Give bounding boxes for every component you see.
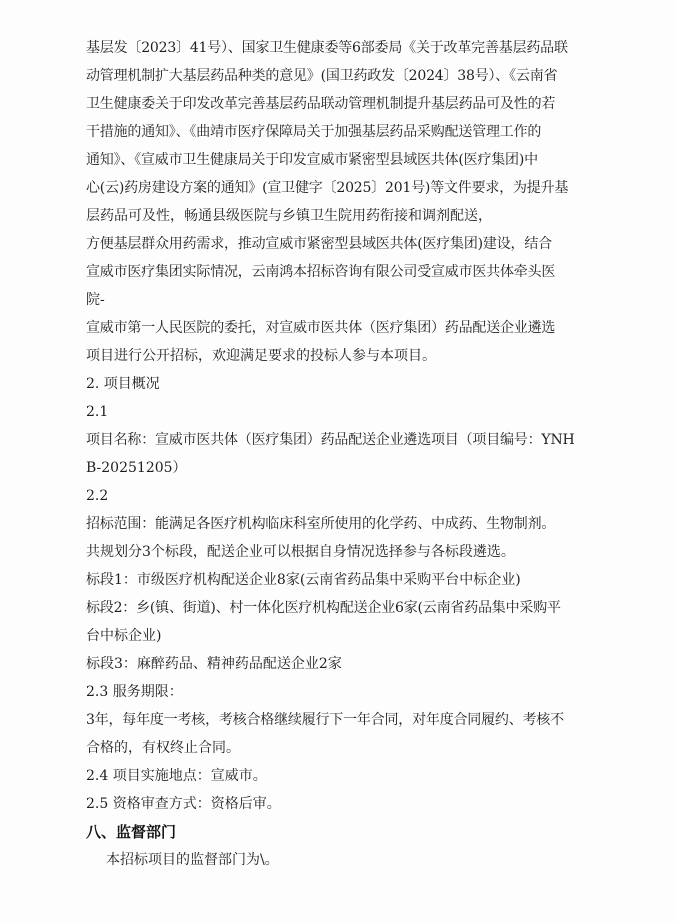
body-line: 心(云)药房建设方案的通知》(宣卫健字〔2025〕201号)等文件要求，为提升基 [86,180,569,196]
project-name-line: 项目名称：宣威市医共体（医疗集团）药品配送企业遴选项目（项目编号：YNH [86,432,575,448]
project-number-line: B-20251205） [86,460,187,476]
body-line: 方便基层群众用药需求，推动宣威市紧密型县域医共体(医疗集团)建设，结合 [86,236,552,252]
scope-line: 招标范围：能满足各医疗机构临床科室所使用的化学药、中成药、生物制剂。 [86,516,556,532]
subsection-number-2-2: 2.2 [86,488,109,504]
document-body [86,34,601,874]
qualification-review-line: 2.5 资格审查方式：资格后审。 [86,796,281,812]
body-line: 干措施的通知》、《曲靖市医疗保障局关于加强基层药品采购配送管理工作的 [86,124,542,140]
section-heading-supervision: 八、监督部门 [86,823,177,841]
body-line: 项目进行公开招标，欢迎满足要求的投标人参与本项目。 [86,348,436,364]
lot-2-line: 台中标企业) [86,628,162,644]
section-number-2: 2. 项目概况 [86,376,160,392]
body-line: 层药品可及性，畅通县级医院与乡镇卫生院用药衔接和调剂配送， [86,208,492,224]
body-line: 基层发〔2023〕41号）、国家卫生健康委等6部委局《关于改革完善基层药品联 [86,40,568,56]
body-line: 院- [86,292,105,308]
scope-line: 共规划分3个标段，配送企业可以根据自身情况选择参与各标段遴选。 [86,544,515,560]
body-line: 通知》、《宣威市卫生健康局关于印发宣威市紧密型县域医共体(医疗集团)中 [86,152,538,168]
implementation-location-line: 2.4 项目实施地点：宣威市。 [86,768,267,784]
supervision-text: 本招标项目的监督部门为\。 [106,852,279,868]
lot-3-line: 标段3：麻醉药品、精神药品配送企业2家 [86,656,342,672]
body-line: 宣威市第一人民医院的委托，对宣威市医共体（医疗集团）药品配送企业遴选 [86,320,556,336]
subsection-number-2-1: 2.1 [86,404,109,420]
service-period-heading: 2.3 服务期限： [86,684,183,700]
body-line: 卫生健康委关于印发改革完善基层药品联动管理机制提升基层药品可及性的若 [86,96,556,112]
body-line: 宣威市医疗集团实际情况，云南鸿本招标咨询有限公司受宣威市医共体牵头医 [86,264,556,280]
lot-2-line: 标段2：乡(镇、街道)、村一体化医疗机构配送企业6家(云南省药品集中采购平 [86,600,561,616]
service-period-line: 3年，每年度一考核，考核合格继续履行下一年合同，对年度合同履约、考核不 [86,712,564,728]
lot-1-line: 标段1：市级医疗机构配送企业8家(云南省药品集中采购平台中标企业) [86,572,521,588]
body-line: 动管理机制扩大基层药品种类的意见》(国卫药政发〔2024〕38号）、《云南省 [86,68,558,84]
service-period-line: 合格的，有权终止合同。 [86,740,240,756]
